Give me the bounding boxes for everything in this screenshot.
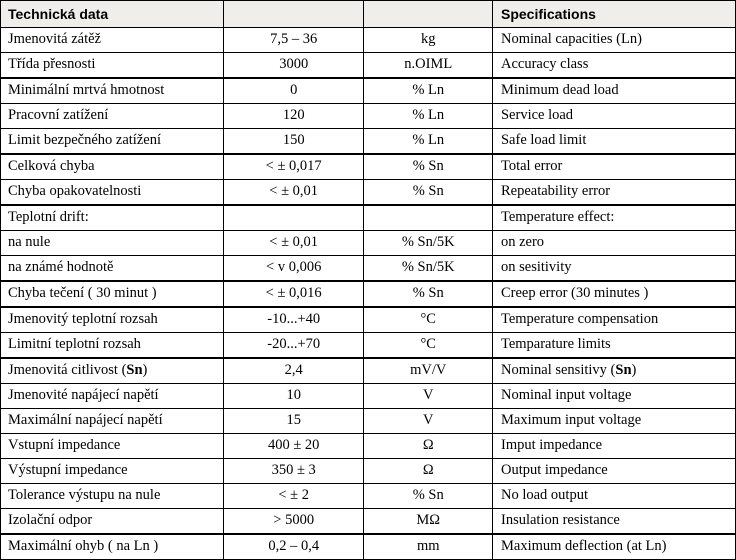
cell-label-en: on sesitivity	[492, 256, 735, 282]
cell-unit: kg	[364, 28, 493, 53]
cell-label-en: Output impedance	[492, 459, 735, 484]
cell-label-cz: Teplotní drift:	[1, 205, 224, 231]
cell-label-en: Maximum input voltage	[492, 409, 735, 434]
cell-label-cz: Limit bezpečného zatížení	[1, 129, 224, 155]
cell-unit: % Sn	[364, 154, 493, 180]
cell-label-cz: Maximální napájecí napětí	[1, 409, 224, 434]
table-body	[1, 1, 736, 560]
cell-label-en: No load output	[492, 484, 735, 509]
cell-unit: % Sn	[364, 180, 493, 206]
cell-label-en: Minimum dead load	[492, 78, 735, 104]
cell-value: < ± 0,017	[223, 154, 364, 180]
cell-unit: °C	[364, 307, 493, 333]
cell-value: -20...+70	[223, 333, 364, 359]
table-row	[1, 509, 736, 535]
cell-label-cz: Chyba opakovatelnosti	[1, 180, 224, 206]
cell-label-cz: Jmenovité napájecí napětí	[1, 384, 224, 409]
table-row	[1, 484, 736, 509]
cell-label-cz: Chyba tečení ( 30 minut )	[1, 281, 224, 307]
cell-unit: % Ln	[364, 129, 493, 155]
cell-value: < ± 0,016	[223, 281, 364, 307]
cell-label-cz: Jmenovitý teplotní rozsah	[1, 307, 224, 333]
cell-label-en: Repeatability error	[492, 180, 735, 206]
cell-label-en: Safe load limit	[492, 129, 735, 155]
cell-label-en: Creep error (30 minutes )	[492, 281, 735, 307]
cell-unit: % Sn	[364, 484, 493, 509]
header-cell-unit	[364, 1, 493, 28]
header-cell-cz: Technická data	[1, 1, 224, 28]
cell-unit: % Ln	[364, 104, 493, 129]
table-row	[1, 281, 736, 307]
cell-label-cz: Maximální ohyb ( na Ln )	[1, 534, 224, 560]
cell-label-en: Temperature effect:	[492, 205, 735, 231]
table-row	[1, 358, 736, 384]
cell-value: 150	[223, 129, 364, 155]
cell-label-cz: Izolační odpor	[1, 509, 224, 535]
cell-value: 0	[223, 78, 364, 104]
cell-label-en: Maximum deflection (at Ln)	[492, 534, 735, 560]
table-header-row	[1, 1, 736, 28]
table-row	[1, 104, 736, 129]
cell-value: 3000	[223, 53, 364, 79]
cell-label-en: Temparature limits	[492, 333, 735, 359]
table-row	[1, 231, 736, 256]
cell-value: < ± 2	[223, 484, 364, 509]
table-row	[1, 409, 736, 434]
cell-unit: n.OIML	[364, 53, 493, 79]
bold-token: Sn	[615, 362, 632, 379]
cell-unit: MΩ	[364, 509, 493, 535]
cell-label-en: Total error	[492, 154, 735, 180]
cell-value: 0,2 – 0,4	[223, 534, 364, 560]
cell-value: 10	[223, 384, 364, 409]
cell-label-en: Nominal sensitivy (Sn)	[492, 358, 735, 384]
cell-label-cz: Minimální mrtvá hmotnost	[1, 78, 224, 104]
table-row	[1, 180, 736, 206]
cell-value: > 5000	[223, 509, 364, 535]
cell-label-cz: Výstupní impedance	[1, 459, 224, 484]
cell-unit: Ω	[364, 434, 493, 459]
cell-value: 400 ± 20	[223, 434, 364, 459]
cell-label-cz: Celková chyba	[1, 154, 224, 180]
cell-unit: V	[364, 409, 493, 434]
table-row	[1, 256, 736, 282]
cell-unit: % Sn/5K	[364, 256, 493, 282]
table-row	[1, 534, 736, 560]
bold-token: Sn	[126, 362, 143, 379]
cell-unit: mV/V	[364, 358, 493, 384]
cell-value: < v 0,006	[223, 256, 364, 282]
cell-label-cz: Vstupní impedance	[1, 434, 224, 459]
cell-label-cz: na známé hodnotě	[1, 256, 224, 282]
cell-unit: mm	[364, 534, 493, 560]
cell-label-en: Insulation resistance	[492, 509, 735, 535]
cell-unit: °C	[364, 333, 493, 359]
cell-value: < ± 0,01	[223, 180, 364, 206]
cell-value: -10...+40	[223, 307, 364, 333]
cell-label-en: Accuracy class	[492, 53, 735, 79]
cell-value: 120	[223, 104, 364, 129]
cell-value: 2,4	[223, 358, 364, 384]
cell-value: < ± 0,01	[223, 231, 364, 256]
table-row	[1, 459, 736, 484]
cell-value: 350 ± 3	[223, 459, 364, 484]
cell-value: 7,5 – 36	[223, 28, 364, 53]
cell-unit	[364, 205, 493, 231]
cell-unit: % Ln	[364, 78, 493, 104]
cell-label-en: Nominal capacities (Ln)	[492, 28, 735, 53]
table-row	[1, 307, 736, 333]
cell-label-en: Imput impedance	[492, 434, 735, 459]
header-cell-en: Specifications	[492, 1, 735, 28]
cell-label-cz: Jmenovitá citlivost (Sn)	[1, 358, 224, 384]
cell-unit: Ω	[364, 459, 493, 484]
cell-unit: % Sn/5K	[364, 231, 493, 256]
cell-label-cz: Limitní teplotní rozsah	[1, 333, 224, 359]
cell-unit: % Sn	[364, 281, 493, 307]
cell-label-cz: Třída přesnosti	[1, 53, 224, 79]
cell-value: 15	[223, 409, 364, 434]
cell-label-cz: Jmenovitá zátěž	[1, 28, 224, 53]
cell-label-en: on zero	[492, 231, 735, 256]
cell-label-cz: Pracovní zatížení	[1, 104, 224, 129]
table-row	[1, 28, 736, 53]
header-cell-value	[223, 1, 364, 28]
table-row	[1, 53, 736, 79]
cell-label-cz: na nule	[1, 231, 224, 256]
cell-label-en: Nominal input voltage	[492, 384, 735, 409]
table-row	[1, 333, 736, 359]
cell-unit: V	[364, 384, 493, 409]
table-row	[1, 78, 736, 104]
table-row	[1, 205, 736, 231]
table-row	[1, 129, 736, 155]
cell-value	[223, 205, 364, 231]
table-row	[1, 434, 736, 459]
table-row	[1, 154, 736, 180]
cell-label-en: Temperature compensation	[492, 307, 735, 333]
cell-label-en: Service load	[492, 104, 735, 129]
cell-label-cz: Tolerance výstupu na nule	[1, 484, 224, 509]
table-row	[1, 384, 736, 409]
